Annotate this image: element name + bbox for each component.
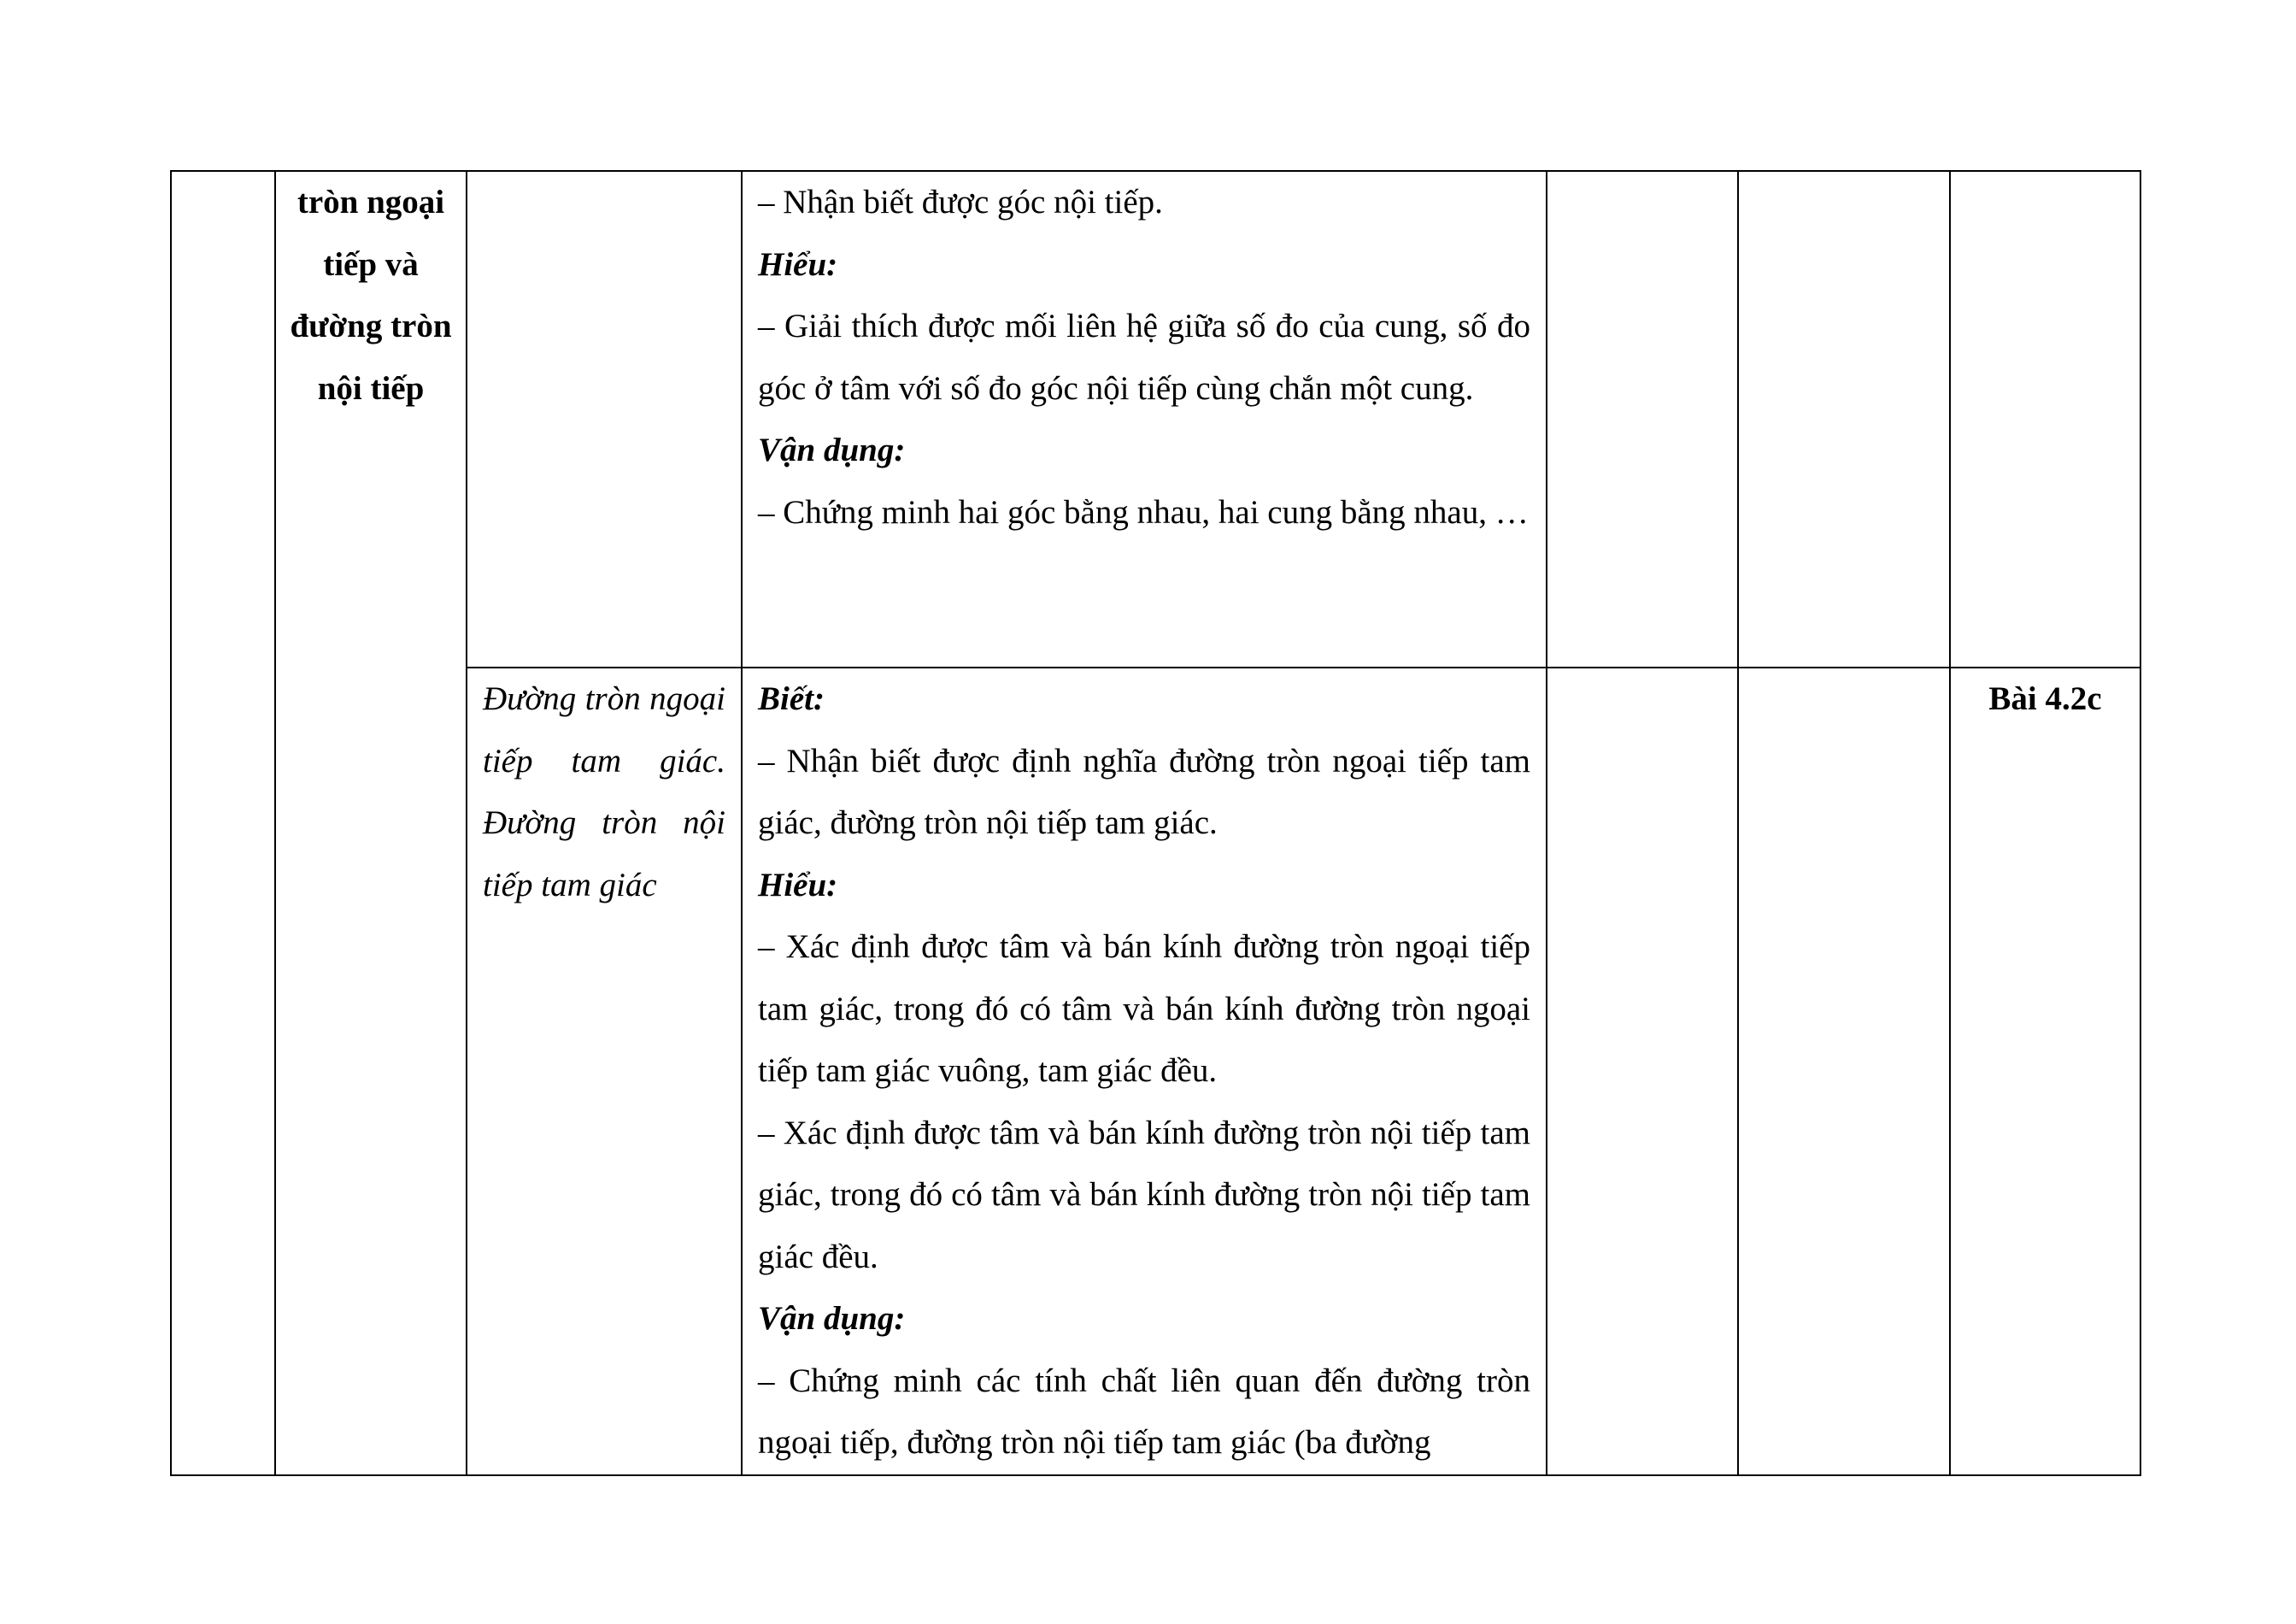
- requirement-text: – Xác định được tâm và bán kính đường tròn ngoại tiếp tam giác, trong đó có tâm và bán kính đường tròn ngoại tiếp tam giác vuông, tam giác đều.: [758, 928, 1530, 1089]
- level-heading: Hiểu:: [758, 866, 838, 903]
- requirements-cell: [742, 668, 1547, 1475]
- reference-cell: [1950, 171, 2140, 668]
- requirement-text: – Xác định được tâm và bán kính đường tròn nội tiếp tam giác, trong đó có tâm và bán kính đường tròn nội tiếp tam giác đều.: [758, 1114, 1530, 1275]
- content-cell: [467, 171, 742, 668]
- reference-cell: Bài 4.2c: [1950, 668, 2140, 1475]
- requirements-cell: [742, 171, 1547, 668]
- requirement-text: – Nhận biết được định nghĩa đường tròn ngoại tiếp tam giác, đường tròn nội tiếp tam giác.: [758, 742, 1530, 841]
- content-cell: Đường tròn ngoại tiếp tam giác. Đường tròn nội tiếp tam giác: [467, 668, 742, 1475]
- level-heading: Vận dụng:: [758, 1300, 906, 1337]
- specification-table: [170, 170, 2141, 1476]
- level-heading: Vận dụng:: [758, 432, 906, 468]
- table-row: [171, 171, 2140, 668]
- level-count-cell: [1738, 668, 1950, 1475]
- level-count-cell: [1547, 668, 1738, 1475]
- level-heading: Biết:: [758, 680, 825, 717]
- level-count-cell: [1738, 171, 1950, 668]
- requirement-text: – Giải thích được mối liên hệ giữa số đo của cung, số đo góc ở tâm với số đo góc nội tiếp cùng chắn một cung.: [758, 308, 1530, 407]
- topic-cell: tròn ngoại tiếp và đường tròn nội tiếp: [275, 171, 467, 1475]
- level-heading: Hiểu:: [758, 245, 838, 283]
- requirement-text: – Nhận biết được góc nội tiếp.: [758, 184, 1163, 221]
- index-cell: [171, 171, 275, 1475]
- table-row: [171, 668, 2140, 1475]
- requirement-text: – Chứng minh các tính chất liên quan đến đường tròn ngoại tiếp, đường tròn nội tiếp tam giác (ba đường: [758, 1362, 1530, 1461]
- level-count-cell: [1547, 171, 1738, 668]
- requirement-text: – Chứng minh hai góc bằng nhau, hai cung bằng nhau, …: [758, 493, 1529, 531]
